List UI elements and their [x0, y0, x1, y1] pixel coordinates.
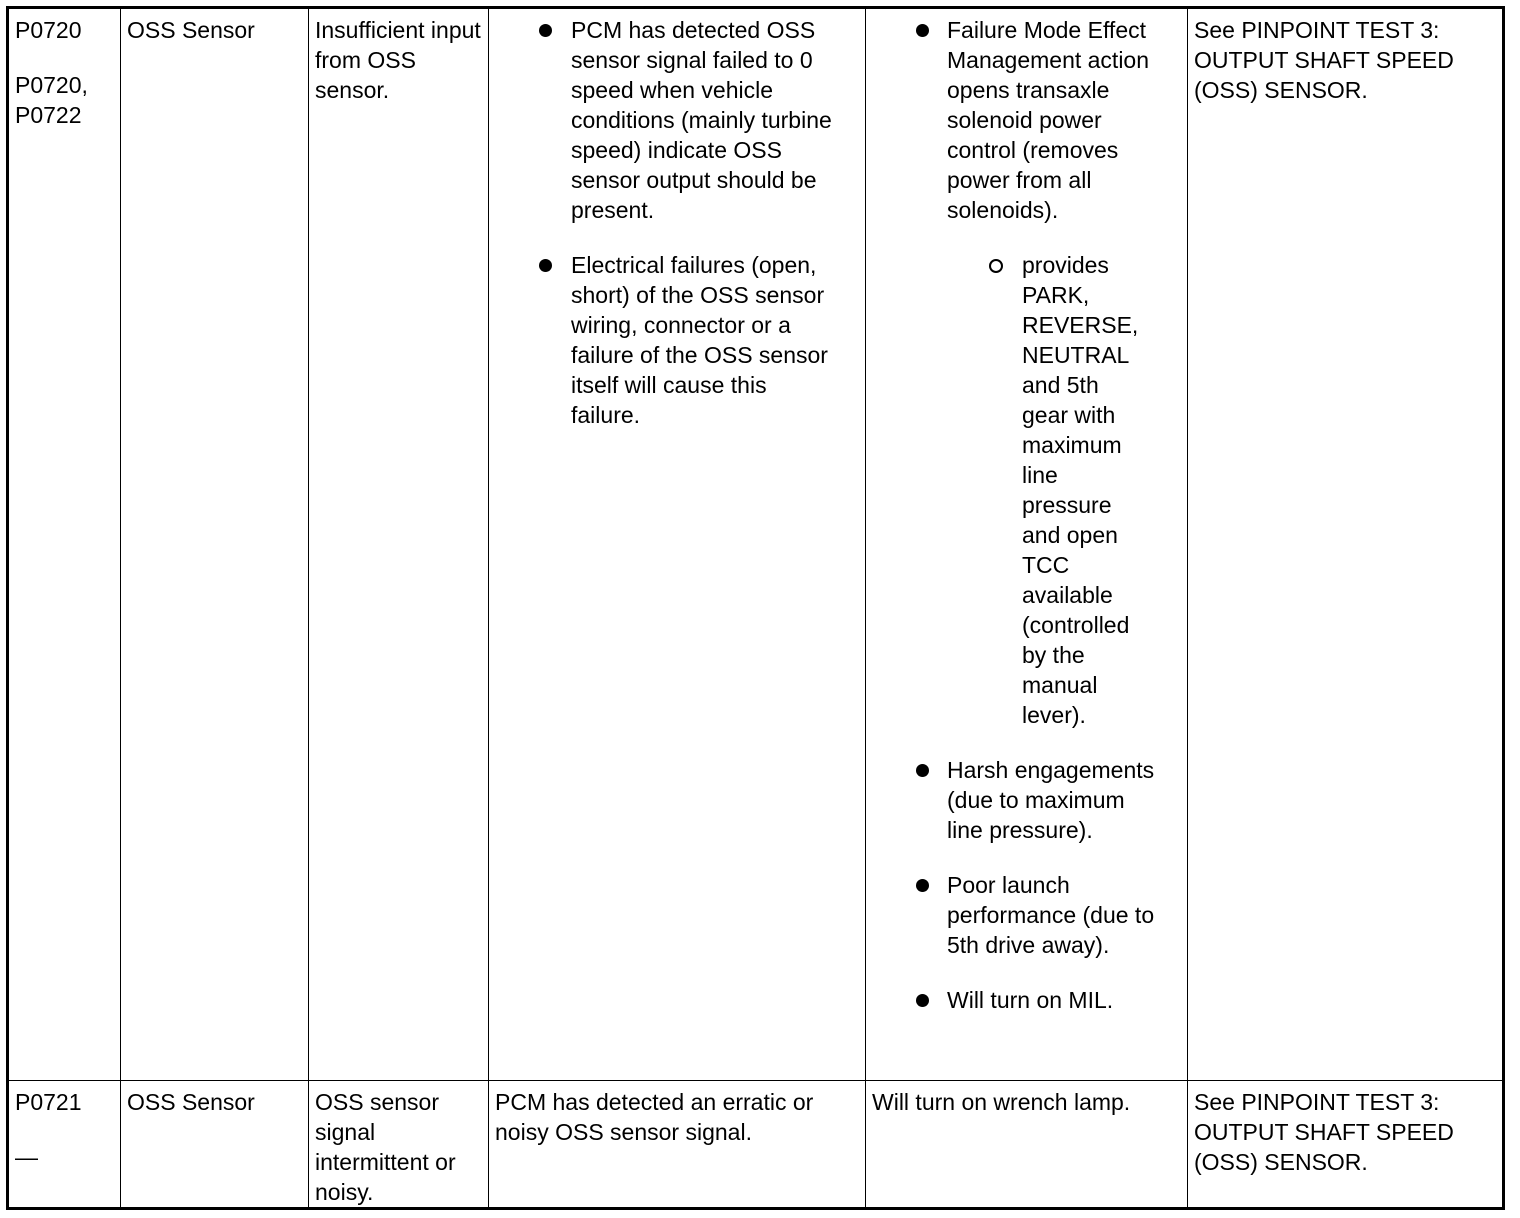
list-item [495, 250, 841, 430]
symptom-text: Poor launch performance (due to 5th drive away). [947, 872, 1155, 958]
dtc-code: P0721 [15, 1089, 82, 1115]
list-item [947, 250, 1142, 730]
bullet-icon [916, 879, 929, 892]
symptom-cell [866, 9, 1188, 1080]
bullet-icon [916, 764, 929, 777]
list-item [872, 755, 1162, 845]
component-text: OSS Sensor [127, 17, 255, 43]
description-cell [309, 9, 489, 1080]
list-item [872, 870, 1162, 960]
dtc-code: P0722 [15, 102, 82, 128]
bullet-icon [916, 24, 929, 37]
dtc-code: — [15, 1144, 38, 1170]
description-text: Insufficient input from OSS sensor. [315, 17, 481, 103]
component-cell [121, 1081, 309, 1207]
component-text: OSS Sensor [127, 1089, 255, 1115]
list-item [872, 15, 1162, 730]
list-item [495, 15, 841, 225]
dtc-table [6, 6, 1505, 1210]
description-cell [309, 1081, 489, 1207]
list-item [872, 985, 1162, 1015]
bullet-icon [539, 24, 552, 37]
condition-text: PCM has detected OSS sensor signal failed to 0 speed when vehicle conditions (mainly turbine speed) indicate OSS sensor output should be present. [571, 17, 832, 223]
condition-text: PCM has detected an erratic or noisy OSS sensor signal. [495, 1089, 814, 1145]
symptom-list [872, 15, 1181, 1015]
condition-cell [489, 1081, 866, 1207]
symptom-text: Failure Mode Effect Management action opens transaxle solenoid power control (removes power from all solenoids). [947, 17, 1150, 223]
hollow-bullet-icon [989, 259, 1003, 273]
table-row [9, 1081, 1502, 1207]
dtc-code-cell [9, 9, 121, 1080]
table-row [9, 9, 1502, 1081]
symptom-subtext: provides PARK, REVERSE, NEUTRAL and 5th gear with maximum line pressure and open TCC available (controlled by the manual lever). [1022, 252, 1139, 728]
bullet-icon [916, 994, 929, 1007]
symptom-sublist [947, 250, 1162, 730]
condition-text: Electrical failures (open, short) of the OSS sensor wiring, connector or a failure of the OSS sensor itself will cause this failure. [571, 252, 828, 428]
symptom-text: Harsh engagements (due to maximum line pressure). [947, 757, 1155, 843]
symptom-text: Will turn on MIL. [947, 987, 1114, 1013]
action-cell [1188, 9, 1502, 1080]
dtc-code: P0720, [15, 72, 88, 98]
component-cell [121, 9, 309, 1080]
action-text: See PINPOINT TEST 3: OUTPUT SHAFT SPEED (OSS) SENSOR. [1194, 17, 1454, 103]
action-cell [1188, 1081, 1502, 1207]
dtc-code: P0720 [15, 17, 82, 43]
condition-list [495, 15, 859, 430]
description-text: OSS sensor signal intermittent or noisy. [315, 1089, 456, 1205]
bullet-icon [539, 259, 552, 272]
symptom-cell [866, 1081, 1188, 1207]
symptom-text: Will turn on wrench lamp. [872, 1089, 1131, 1115]
action-text: See PINPOINT TEST 3: OUTPUT SHAFT SPEED (OSS) SENSOR. [1194, 1089, 1454, 1175]
dtc-code-cell [9, 1081, 121, 1207]
condition-cell [489, 9, 866, 1080]
